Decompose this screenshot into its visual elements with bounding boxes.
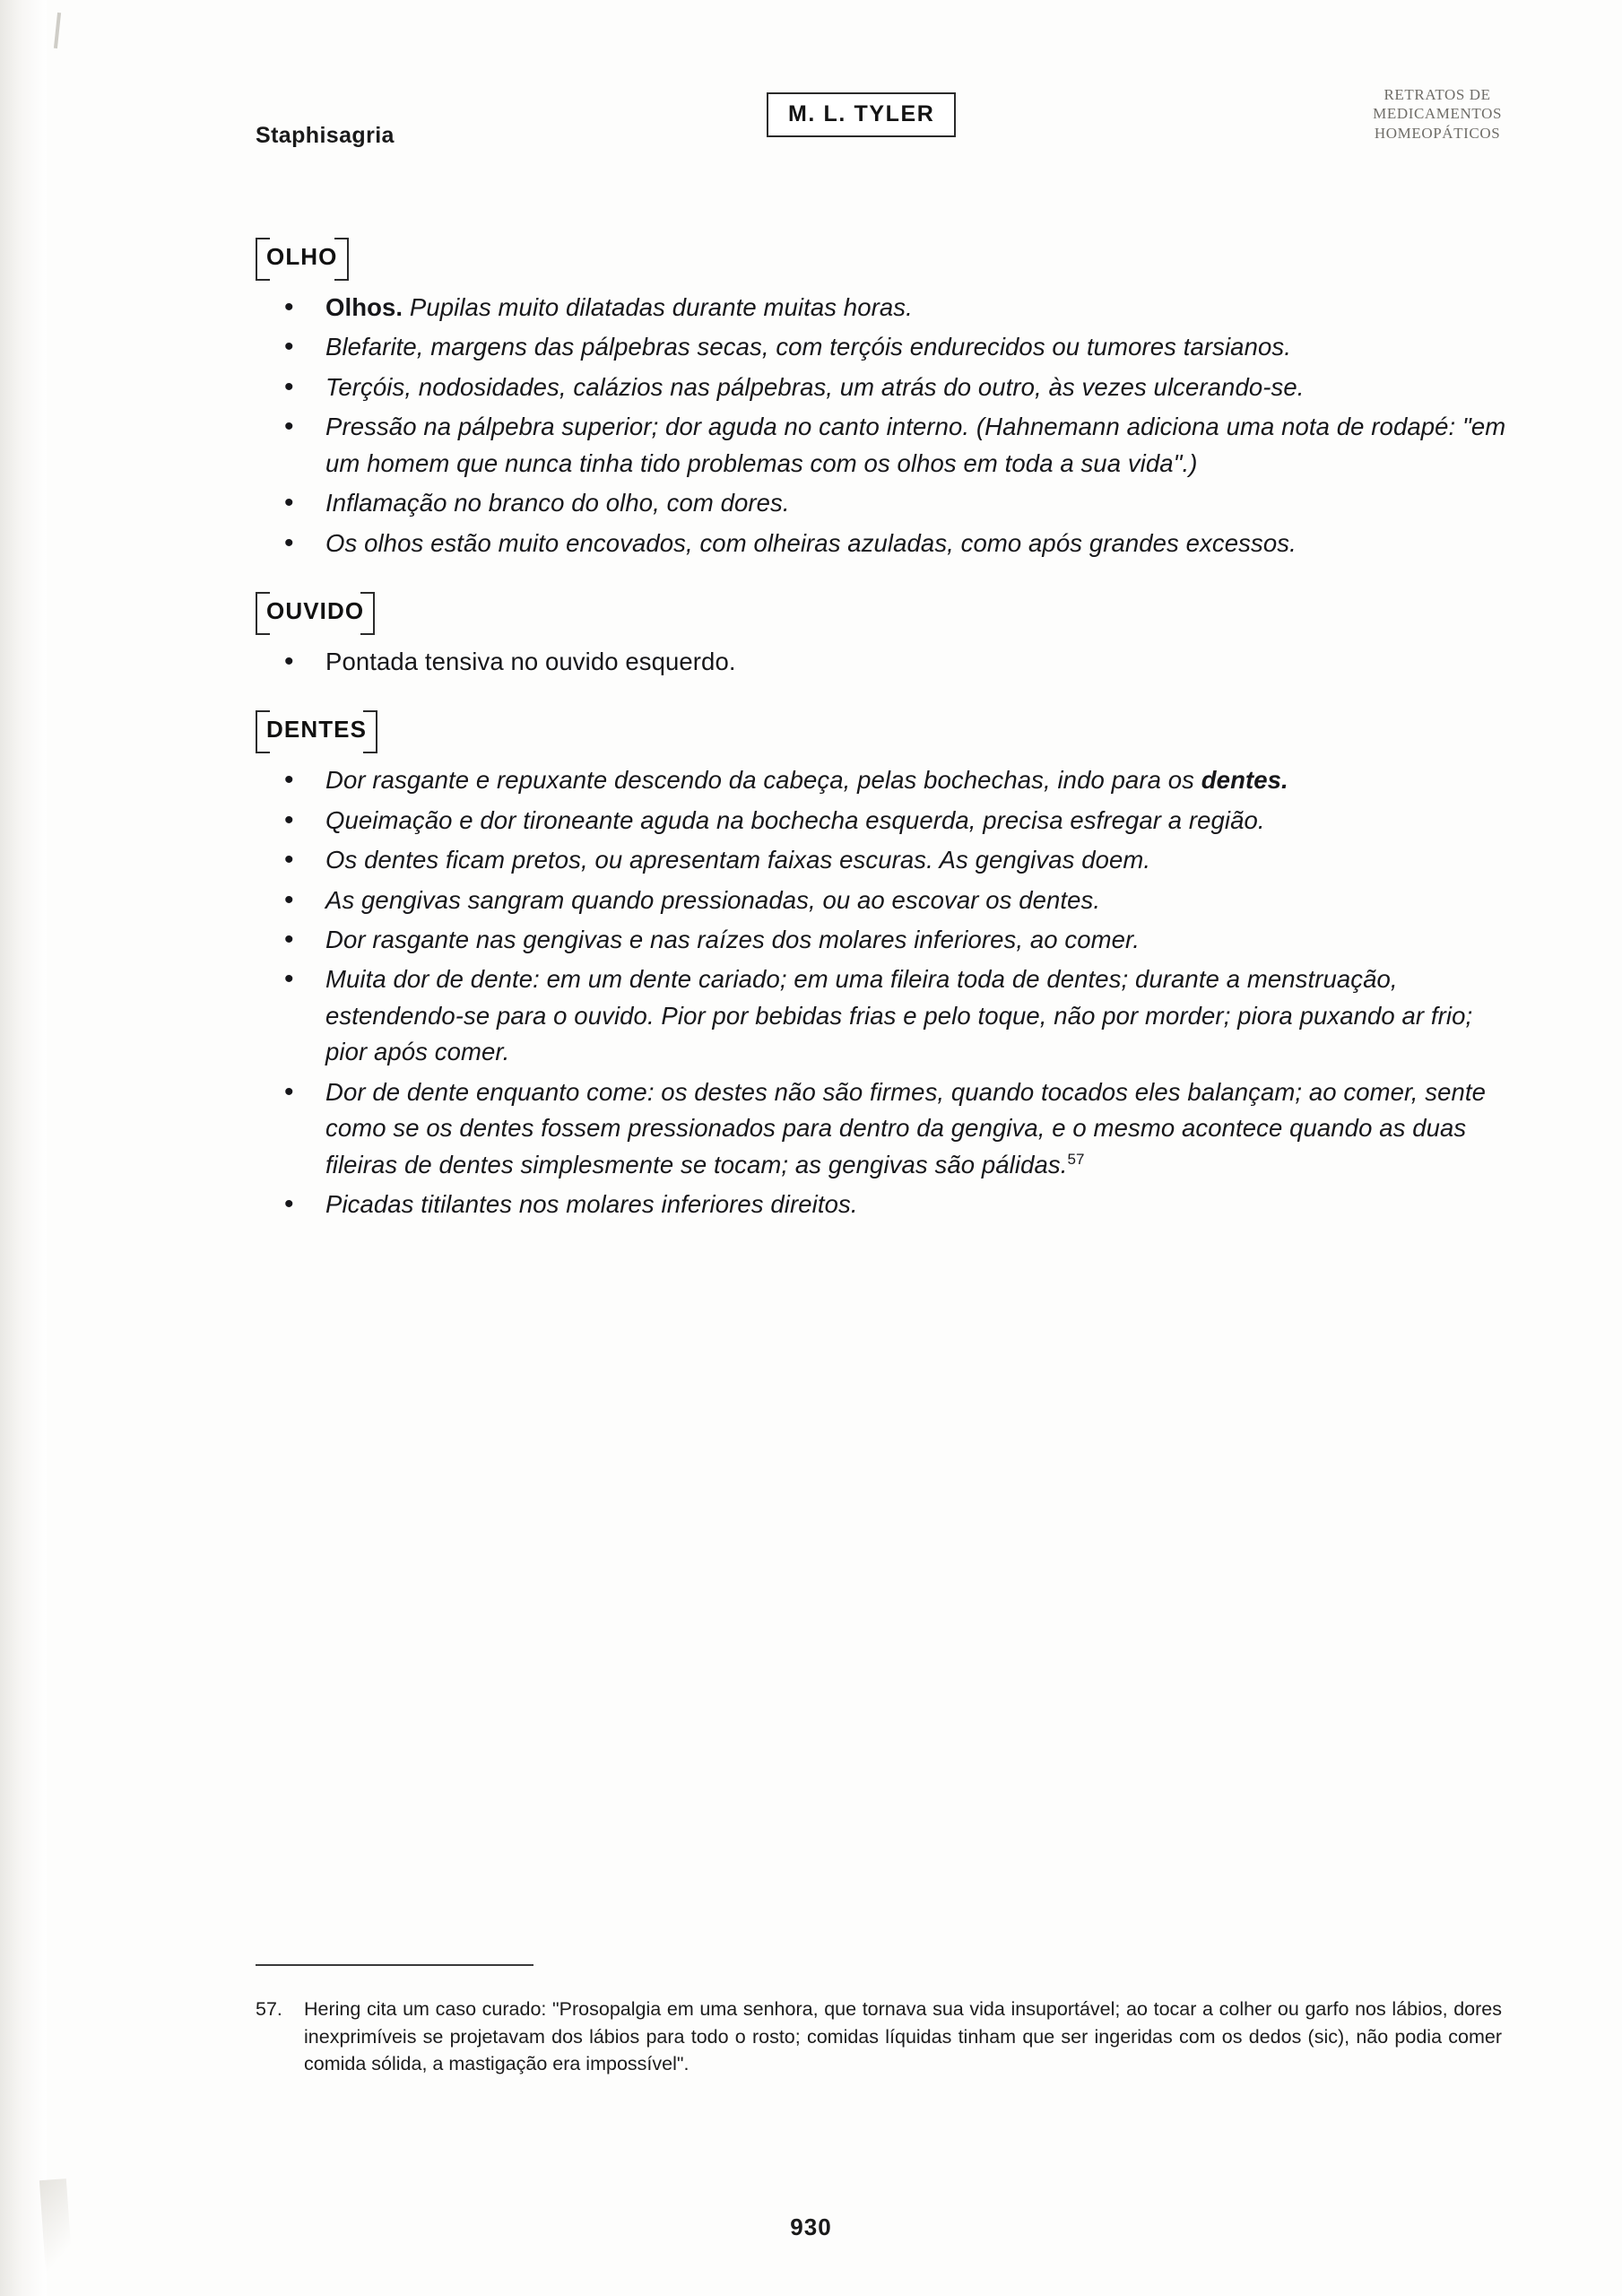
symptom-text: As gengivas sangram quando pressionadas, ou ao escovar os dentes.: [325, 885, 1101, 914]
list-item: [273, 961, 1506, 1070]
list-item: [273, 883, 1506, 918]
page-number: 930: [790, 2213, 832, 2240]
list-item: [273, 370, 1506, 405]
section-heading-dentes: DENTES: [256, 710, 377, 750]
symptom-text: Pressão na pálpebra superior; dor aguda no canto interno. (Hahnemann adiciona uma nota de rodapé: "em um homem que nunca tinha tido problemas com os olhos em toda a sua vida".): [325, 413, 1506, 477]
list-item: [273, 526, 1506, 561]
body-column: [256, 238, 1506, 1253]
symptom-list-olho: [256, 290, 1506, 561]
symptom-text: Os olhos estão muito encovados, com olheiras azuladas, como após grandes excessos.: [325, 528, 1297, 557]
symptom-text: Muita dor de dente: em um dente cariado; em uma fileira toda de dentes; durante a menstruação, estendendo-se para o ouvido. Pior por bebidas frias e pelo toque, não por morder; piora puxando ar frio; pior após comer.: [325, 965, 1473, 1066]
series-title-line2: MEDICAMENTOS: [1373, 105, 1502, 123]
series-title-line1: RETRATOS DE: [1383, 86, 1491, 103]
section-heading-olho: OLHO: [256, 238, 349, 277]
symptom-list-dentes: [256, 762, 1506, 1222]
symptom-emphasis: dentes.: [1201, 766, 1288, 795]
list-item: [273, 1074, 1506, 1183]
symptom-text: Inflamação no branco do olho, com dores.: [325, 489, 790, 517]
list-item: [273, 409, 1506, 482]
symptom-text: Pupilas muito dilatadas durante muitas horas.: [403, 293, 913, 321]
symptom-text: Terçóis, nodosidades, calázios nas pálpebras, um atrás do outro, às vezes ulcerando-se.: [325, 372, 1305, 401]
series-title: [1373, 85, 1502, 143]
list-item: [273, 762, 1506, 798]
footnote-text: Hering cita um caso curado: "Prosopalgia em uma senhora, que tornava sua vida insuportável; ao tocar a colher ou garfo nos lábios, dores inexprimíveis se projetavam dos lábios para todo o rosto; comidas líquidas tinham que ser ingeridas com os dedos (sic), não podia comer comida sólida, a mastigação era impossível".: [304, 1998, 1502, 2075]
list-item: [273, 922, 1506, 958]
symptom-text: Blefarite, margens das pálpebras secas, com terçóis endurecidos ou tumores tarsianos.: [325, 333, 1291, 361]
list-item: [273, 1187, 1506, 1222]
list-item: [273, 485, 1506, 521]
symptom-text: Dor de dente enquanto come: os destes não são firmes, quando tocados eles balançam; ao comer, sente como se os dentes fossem pressionados para dentro da gengiva, e o mesmo acontece quando as duas fileiras de dentes simplesmente se tocam; as gengivas são pálidas.: [325, 1077, 1487, 1178]
symptom-text: Dor rasgante nas gengivas e nas raízes dos molares inferiores, ao comer.: [325, 926, 1141, 954]
running-head-remedy-name: Staphisagria: [256, 123, 395, 148]
symptom-text: Pontada tensiva no ouvido esquerdo.: [325, 647, 736, 675]
footnote-block: [256, 1996, 1502, 2078]
list-item: [273, 290, 1506, 326]
footnote-marker: 57: [1067, 1150, 1085, 1168]
author-box: M. L. TYLER: [767, 92, 956, 137]
footnote-separator: [256, 1964, 533, 1966]
symptom-lead: Olhos.: [325, 293, 403, 321]
section-olho: [256, 238, 1506, 561]
list-item: [273, 329, 1506, 365]
section-ouvido: [256, 592, 1506, 680]
section-dentes: [256, 710, 1506, 1222]
symptom-text: Dor rasgante e repuxante descendo da cabeça, pelas bochechas, indo para os: [325, 766, 1201, 795]
list-item: [273, 803, 1506, 839]
list-item: [273, 842, 1506, 878]
symptom-text: Os dentes ficam pretos, ou apresentam faixas escuras. As gengivas doem.: [325, 846, 1151, 874]
list-item: [273, 644, 1506, 680]
section-heading-ouvido: OUVIDO: [256, 592, 375, 631]
symptom-text: Picadas titilantes nos molares inferiores direitos.: [325, 1190, 858, 1219]
symptom-text: Queimação e dor tironeante aguda na bochecha esquerda, precisa esfregar a região.: [325, 805, 1265, 834]
footnote-number: 57.: [256, 1998, 282, 2020]
series-title-line3: HOMEOPÁTICOS: [1374, 124, 1501, 142]
page-header: [256, 85, 1511, 157]
symptom-list-ouvido: [256, 644, 1506, 680]
